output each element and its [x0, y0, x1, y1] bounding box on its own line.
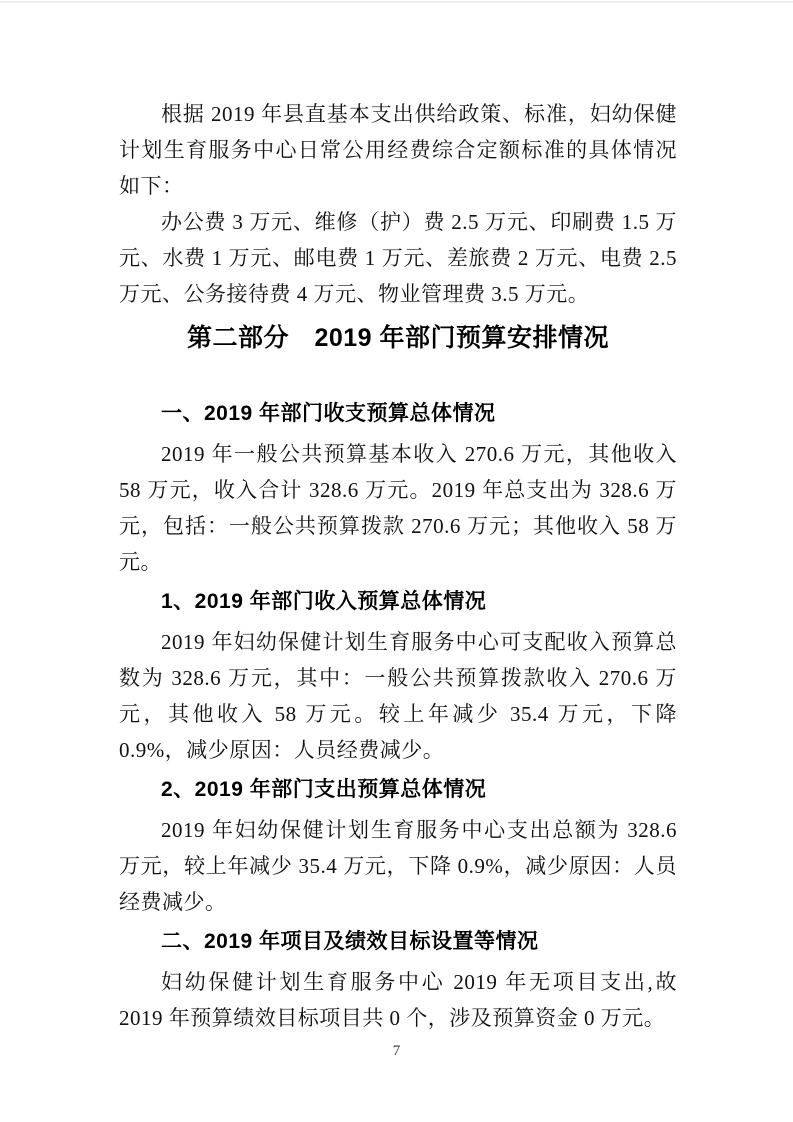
- document-body: [119, 96, 677, 1036]
- subsection2-heading: 2、2019 年部门支出预算总体情况: [161, 778, 487, 801]
- intro-paragraph: 根据 2019 年县直基本支出供给政策、标准，妇幼保健计划生育服务中心日常公用经费综合定额标准的具体情况如下：: [119, 102, 677, 198]
- subsection1-heading: 1、2019 年部门收入预算总体情况: [161, 590, 487, 613]
- section2-heading: 二、2019 年项目及绩效目标设置等情况: [161, 930, 539, 953]
- quota-standards-paragraph: 办公费 3 万元、维修（护）费 2.5 万元、印刷费 1.5 万元、水费 1 万元、邮电费 1 万元、差旅费 2 万元、电费 2.5 万元、公务接待费 4 万元、物业管理费 3.5 万元。: [119, 210, 677, 306]
- scan-artifact-line: [0, 1, 793, 3]
- subsection2-paragraph: 2019 年妇幼保健计划生育服务中心支出总额为 328.6 万元，较上年减少 35.4 万元，下降 0.9%，减少原因：人员经费减少。: [119, 818, 677, 914]
- section1-heading: 一、2019 年部门收支预算总体情况: [161, 402, 496, 425]
- page-number: 7: [392, 1043, 401, 1059]
- section2-paragraph: 妇幼保健计划生育服务中心 2019 年无项目支出,故 2019 年预算绩效目标项目共 0 个，涉及预算资金 0 万元。: [119, 970, 677, 1030]
- subsection1-paragraph: 2019 年妇幼保健计划生育服务中心可支配收入预算总数为 328.6 万元，其中：一般公共预算拨款收入 270.6 万元，其他收入 58 万元。较上年减少 35.4 万元，下降 0.9%，减少原因：人员经费减少。: [119, 630, 677, 762]
- part2-title: 第二部分 2019 年部门预算安排情况: [186, 324, 610, 352]
- section1-paragraph: 2019 年一般公共预算基本收入 270.6 万元，其他收入 58 万元，收入合计 328.6 万元。2019 年总支出为 328.6 万元，包括：一般公共预算拨款 270.6 万元；其他收入 58 万元。: [119, 442, 677, 574]
